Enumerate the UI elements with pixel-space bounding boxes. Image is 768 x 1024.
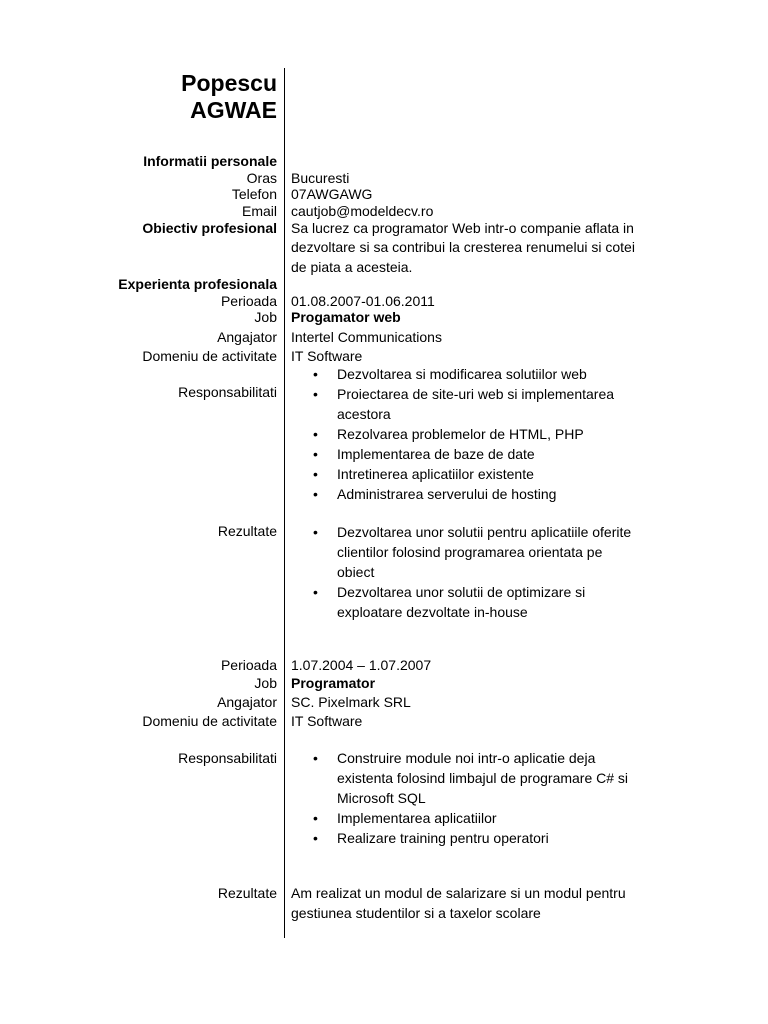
obiectiv-label: Obiectiv profesional bbox=[142, 220, 277, 236]
oras-label: Oras bbox=[246, 170, 277, 186]
job2-rez-label: Rezultate bbox=[217, 885, 277, 901]
name-first: Popescu bbox=[181, 70, 277, 96]
column-divider bbox=[284, 68, 285, 938]
job2-perioada-label: Perioada bbox=[220, 657, 277, 673]
list-item: • Realizare training pentru operatori bbox=[291, 828, 681, 848]
obiectiv-line-2: dezvoltare si sa contribui la cresterea renumelui si cotei bbox=[291, 239, 635, 255]
list-item: • Intretinerea aplicatiilor existente bbox=[291, 464, 681, 484]
list-item: • Dezvoltarea si modificarea solutiilor web bbox=[291, 364, 681, 384]
email-label: Email bbox=[241, 203, 277, 219]
job1-job-label: Job bbox=[254, 309, 277, 325]
obiectiv-line-3: de piata a acesteia. bbox=[291, 259, 413, 275]
list-item: • Dezvoltarea unor solutii pentru aplicatiile oferite clientilor folosind programarea orientata pe obiect bbox=[291, 522, 681, 582]
job1-title: Progamator web bbox=[291, 309, 401, 325]
job1-perioada: 01.08.2007-01.06.2011 bbox=[291, 293, 435, 309]
list-item: • Dezvoltarea unor solutii de optimizare si exploatare dezvoltate in-house bbox=[291, 582, 681, 622]
job2-perioada: 1.07.2004 – 1.07.2007 bbox=[291, 657, 432, 673]
oras-value: Bucuresti bbox=[291, 170, 350, 186]
telefon-value: 07AWGAWG bbox=[291, 186, 373, 202]
job1-angajator: Intertel Communications bbox=[291, 329, 442, 345]
email-value[interactable]: cautjob@modeldecv.ro bbox=[291, 203, 434, 219]
obiectiv-line-1: Sa lucrez ca programator Web intr-o companie aflata in bbox=[291, 220, 634, 236]
job1-domeniu: IT Software bbox=[291, 348, 363, 364]
job2-angajator: SC. Pixelmark SRL bbox=[291, 694, 411, 710]
job2-job-label: Job bbox=[254, 675, 277, 691]
job1-resp-label: Responsabilitati bbox=[178, 384, 277, 400]
name-last: AGWAE bbox=[190, 97, 277, 123]
job1-angajator-label: Angajator bbox=[217, 329, 277, 345]
job2-responsabilitati-list bbox=[291, 748, 681, 848]
list-item: • Implementarea de baze de date bbox=[291, 444, 681, 464]
job1-perioada-label: Perioada bbox=[220, 293, 277, 309]
job2-title: Programator bbox=[291, 675, 376, 691]
list-item: • Implementarea aplicatiilor bbox=[291, 808, 681, 828]
job1-responsabilitati-list bbox=[291, 364, 681, 504]
job1-domeniu-label: Domeniu de activitate bbox=[142, 348, 277, 364]
job2-domeniu-label: Domeniu de activitate bbox=[142, 713, 277, 729]
job2-angajator-label: Angajator bbox=[217, 694, 277, 710]
list-item: • Construire module noi intr-o aplicatie deja existenta folosind limbajul de programare C# si Microsoft SQL bbox=[291, 748, 681, 808]
job2-domeniu: IT Software bbox=[291, 713, 363, 729]
list-item: • Proiectarea de site-uri web si implementarea acestora bbox=[291, 384, 681, 424]
job2-rezultate-line-1: Am realizat un modul de salarizare si un modul pentru bbox=[291, 885, 626, 901]
job2-rezultate-line-2: gestiunea studentilor si a taxelor scolare bbox=[291, 905, 541, 921]
list-item: • Administrarea serverului de hosting bbox=[291, 484, 681, 504]
job2-resp-label: Responsabilitati bbox=[178, 750, 277, 766]
section-title-personal: Informatii personale bbox=[143, 153, 277, 169]
telefon-label: Telefon bbox=[231, 186, 277, 202]
job1-rez-label: Rezultate bbox=[217, 523, 277, 539]
section-title-experience: Experienta profesionala bbox=[118, 276, 277, 292]
list-item: • Rezolvarea problemelor de HTML, PHP bbox=[291, 424, 681, 444]
job1-rezultate-list bbox=[291, 522, 681, 622]
